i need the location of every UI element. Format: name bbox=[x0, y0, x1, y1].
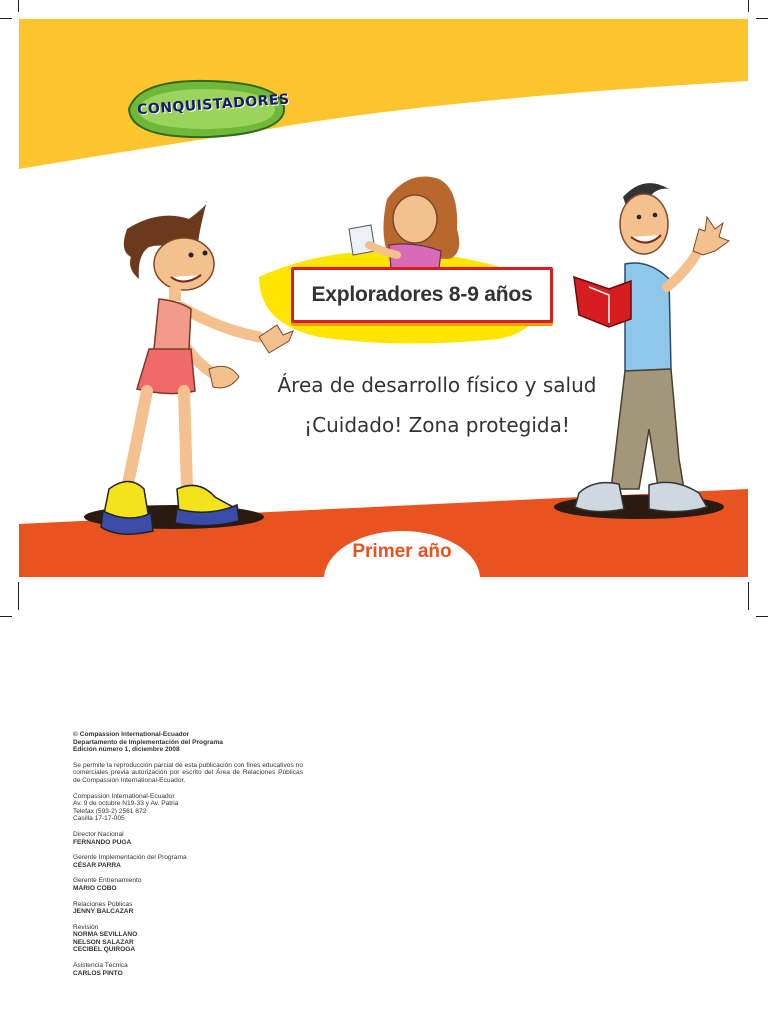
crop-mark bbox=[0, 616, 12, 617]
edition-line: Edición número 1, diciembre 2008 bbox=[73, 746, 180, 754]
year-label-area bbox=[327, 531, 477, 577]
staff-name: FERNANDO PUGA bbox=[73, 838, 132, 846]
staff-name: CARLOS PINTO bbox=[73, 969, 123, 977]
group-title-box bbox=[291, 267, 553, 323]
staff-role: Asistencia Técnica bbox=[73, 962, 128, 970]
staff-role: Gerente Entrenamiento bbox=[73, 877, 142, 885]
staff-entry bbox=[73, 924, 303, 954]
crop-mark bbox=[748, 0, 749, 12]
staff-role: Gerente Implementación del Programa bbox=[73, 854, 187, 862]
department-line: Departamento de Implementación del Programa bbox=[73, 738, 223, 746]
crop-mark bbox=[748, 582, 749, 610]
staff-entry bbox=[73, 854, 303, 869]
crop-mark bbox=[0, 18, 12, 19]
staff-name: CECIBEL QUIROGA bbox=[73, 946, 136, 954]
staff-entry bbox=[73, 962, 303, 977]
staff-role: Director Nacional bbox=[73, 830, 124, 838]
cover-panel bbox=[19, 19, 748, 577]
year-label: Primer año bbox=[352, 541, 452, 562]
staff-name: JENNY BALCAZAR bbox=[73, 908, 134, 916]
crop-mark bbox=[756, 616, 768, 617]
staff-entry bbox=[73, 831, 303, 846]
staff-name: NELSON SALAZAR bbox=[73, 938, 134, 946]
staff-entry bbox=[73, 877, 303, 892]
publisher-block bbox=[73, 731, 303, 754]
staff-name: MARIO COBO bbox=[73, 884, 117, 892]
staff-role: Revisión bbox=[73, 923, 99, 931]
address-line: Compassion International-Ecuador bbox=[73, 792, 175, 800]
staff-name: NORMA SEVILLANO bbox=[73, 931, 138, 939]
staff-name: CÉSAR PARRA bbox=[73, 861, 121, 869]
rights-notice: Se permite la reproducción parcial de esta publicación con fines educativos no comerciales previa autorización por escrito del Área de Relaciones Públicas de Compassion International-Ecuador. bbox=[73, 761, 303, 784]
staff-role: Relaciones Públicas bbox=[73, 900, 133, 908]
address-line: Telefax (593-2) 2561 872 bbox=[73, 807, 147, 815]
copyright-line: © Compassion International-Ecuador bbox=[73, 731, 190, 738]
crop-mark bbox=[756, 18, 768, 19]
staff-entry bbox=[73, 901, 303, 916]
group-title: Exploradores 8-9 años bbox=[311, 283, 533, 306]
credits-block bbox=[73, 731, 303, 985]
area-line: Área de desarrollo físico y salud bbox=[277, 373, 597, 397]
crop-mark bbox=[18, 582, 19, 610]
theme-line: ¡Cuidado! Zona protegida! bbox=[304, 413, 570, 437]
address-block bbox=[73, 793, 303, 823]
logo-text: CONQUISTADORES bbox=[136, 91, 291, 119]
address-line: Av. 9 de octubre N19-33 y Av. Patria bbox=[73, 800, 179, 808]
girl-figure bbox=[101, 201, 293, 534]
address-line: Casilla 17-17-005 bbox=[73, 815, 125, 823]
crop-mark bbox=[18, 0, 19, 12]
boy-figure bbox=[574, 183, 729, 511]
